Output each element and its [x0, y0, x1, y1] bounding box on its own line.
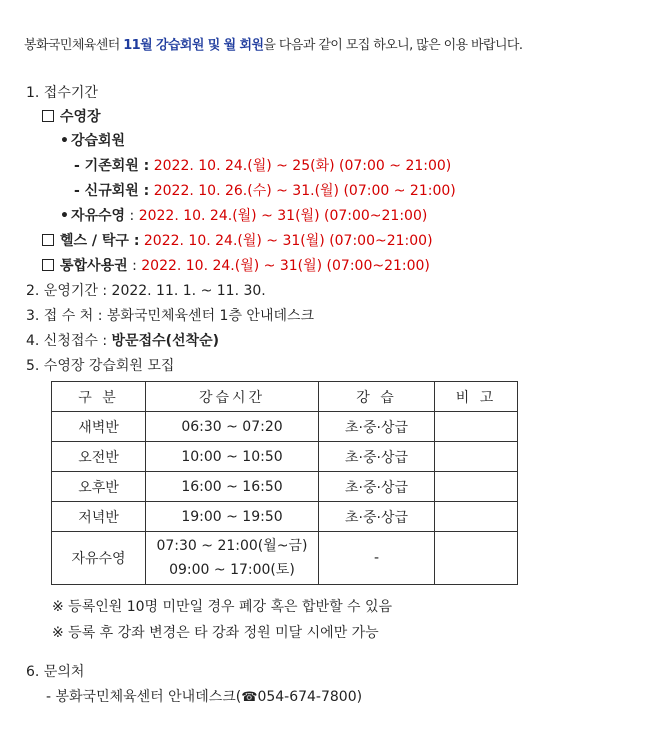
lesson-heading: [60, 130, 125, 150]
section-3: [26, 305, 314, 325]
free-label: 자유수영: [70, 208, 126, 224]
note-change: ※ 등록 후 강좌 변경은 타 강좌 정원 미달 시에만 가능: [52, 625, 379, 641]
class-note: [435, 502, 518, 532]
gym-line: [42, 230, 433, 250]
table-row: [52, 442, 518, 472]
header-note: 비 고: [435, 382, 518, 412]
note-closure: ※ 등록인원 10명 미만일 경우 폐강 혹은 합반할 수 있음: [52, 599, 393, 615]
table-row-free-swim: [52, 532, 518, 585]
section-3-title: 3. 접 수 처 :: [26, 308, 103, 324]
gym-period: 2022. 10. 24.(월) ~ 31(월) (07:00~21:00): [143, 233, 433, 249]
contact-phone: 054-674-7800: [257, 689, 357, 705]
class-level: 초·중·상급: [319, 502, 435, 532]
intro-highlight: 11월 강습회원 및 월 회원: [123, 38, 264, 53]
free-time-saturday: 09:00 ~ 17:00(토): [169, 562, 295, 578]
contact-line: [46, 686, 362, 706]
class-name: 오전반: [52, 442, 146, 472]
intro-prefix: 봉화국민체육센터: [24, 38, 124, 53]
class-time: 16:00 ~ 16:50: [146, 472, 319, 502]
schedule-table: [51, 381, 518, 585]
section-6-title: 6. 문의처: [26, 664, 85, 680]
lesson-label: 강습회원: [70, 133, 126, 149]
class-level: -: [319, 532, 435, 585]
section-2-value: 2022. 11. 1. ~ 11. 30.: [111, 283, 266, 299]
section-5-title: 5. 수영장 강습회원 모집: [26, 358, 175, 374]
table-row: [52, 502, 518, 532]
bullet-icon: •: [60, 133, 69, 149]
class-note: [435, 442, 518, 472]
class-name: 저녁반: [52, 502, 146, 532]
class-time: 10:00 ~ 10:50: [146, 442, 319, 472]
checkbox-square-icon: [42, 110, 54, 122]
existing-member-line: [74, 155, 451, 175]
new-period: 2022. 10. 26.(수) ~ 31.(월) (07:00 ~ 21:00): [153, 183, 456, 199]
contact-suffix: ): [356, 689, 363, 705]
header-time: 강습시간: [146, 382, 319, 412]
combo-label: 통합사용권: [60, 258, 128, 274]
section-3-value: 봉화국민체육센터 1층 안내데스크: [106, 308, 315, 324]
new-member-line: [74, 180, 456, 200]
intro-suffix: 을 다음과 같이 모집 하오니, 많은 이용 바랍니다.: [263, 38, 523, 53]
class-level: 초·중·상급: [319, 472, 435, 502]
free-period: 2022. 10. 24.(월) ~ 31(월) (07:00~21:00): [138, 208, 428, 224]
class-note: [435, 472, 518, 502]
section-4: [26, 330, 219, 350]
bullet-icon: •: [60, 208, 69, 224]
class-level: 초·중·상급: [319, 442, 435, 472]
free-swim-line: [60, 205, 427, 225]
free-time-weekday: 07:30 ~ 21:00(월~금): [156, 538, 308, 554]
section-4-title: 4. 신청접수 :: [26, 333, 108, 349]
combo-period: 2022. 10. 24.(월) ~ 31(월) (07:00~21:00): [141, 258, 430, 274]
combo-line: [42, 255, 430, 275]
combo-colon: :: [132, 258, 137, 274]
phone-icon: ☎: [241, 690, 258, 705]
class-time: [146, 532, 319, 585]
checkbox-square-icon: [42, 259, 54, 271]
new-label: - 신규회원 :: [74, 183, 150, 199]
section-1-title: 1. 접수기간: [26, 85, 98, 101]
contact-prefix: - 봉화국민체육센터 안내데스크(: [46, 689, 242, 705]
gym-label: 헬스 / 탁구 :: [60, 233, 140, 249]
existing-period: 2022. 10. 24.(월) ~ 25(화) (07:00 ~ 21:00): [153, 158, 452, 174]
existing-label: - 기존회원 :: [74, 158, 150, 174]
class-level: 초·중·상급: [319, 412, 435, 442]
class-note: [435, 532, 518, 585]
class-note: [435, 412, 518, 442]
pool-label: 수영장: [60, 109, 101, 125]
header-category: 구 분: [52, 382, 146, 412]
intro-line: [24, 34, 522, 53]
table-row: [52, 472, 518, 502]
class-name: 새벽반: [52, 412, 146, 442]
table-row: [52, 412, 518, 442]
pool-heading: [42, 106, 101, 126]
class-time: 19:00 ~ 19:50: [146, 502, 319, 532]
checkbox-square-icon: [42, 234, 54, 246]
free-colon: :: [129, 208, 135, 224]
section-2-title: 2. 운영기간 :: [26, 283, 108, 299]
section-4-value: 방문접수(선착순): [111, 333, 219, 349]
class-name: 오후반: [52, 472, 146, 502]
class-time: 06:30 ~ 07:20: [146, 412, 319, 442]
header-level: 강 습: [319, 382, 435, 412]
class-name: 자유수영: [52, 532, 146, 585]
section-2: [26, 280, 266, 300]
table-header-row: [52, 382, 518, 412]
